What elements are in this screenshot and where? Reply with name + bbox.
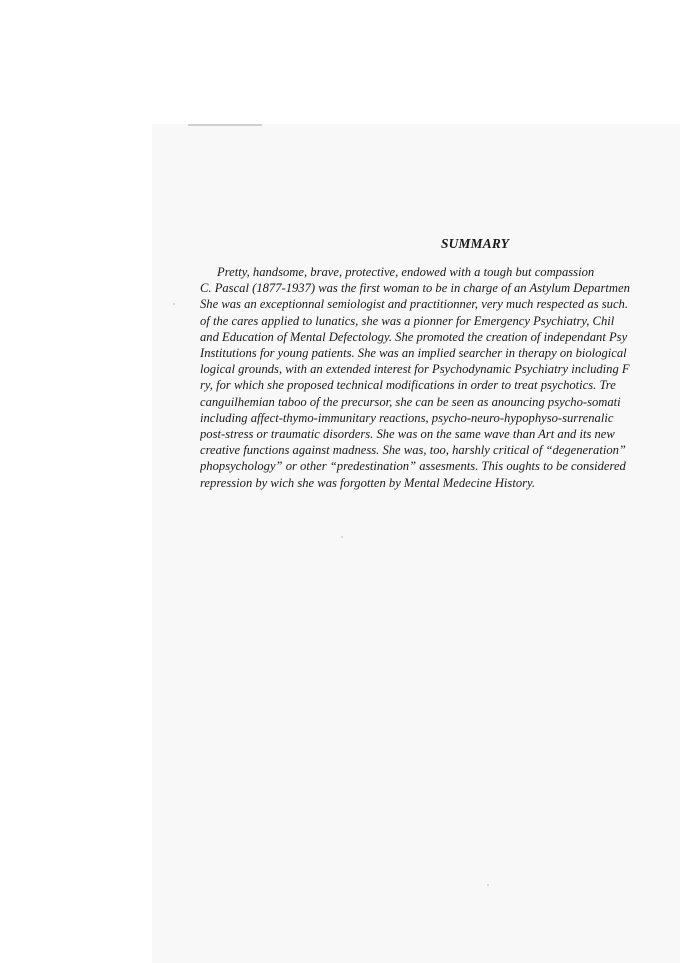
summary-line: C. Pascal (1877-1937) was the first woman to be in charge of an Astylum Departmen	[200, 281, 630, 296]
scan-speck	[341, 536, 343, 538]
scan-speck	[173, 303, 175, 305]
summary-line: logical grounds, with an extended interest for Psychodynamic Psychiatry including F	[200, 362, 630, 377]
summary-line: of the cares applied to lunatics, she was a pionner for Emergency Psychiatry, Chil	[200, 313, 615, 328]
summary-line: repression by wich she was forgotten by Mental Medecine History.	[200, 475, 536, 490]
summary-line: canguilhemian taboo of the precursor, she can be seen as anouncing psycho-somati	[200, 394, 621, 409]
summary-paragraph	[200, 264, 680, 491]
summary-line: creative functions against madness. She was, too, harshly critical of “degeneration”	[200, 443, 626, 458]
summary-line: including affect-thymo-immunitary reactions, psycho-neuro-hypophyso-surrenalic	[200, 410, 614, 425]
scan-speck	[487, 884, 489, 886]
summary-line: She was an exceptionnal semiologist and practitionner, very much respected as such.	[200, 297, 628, 312]
summary-heading: SUMMARY	[441, 236, 510, 251]
summary-line: ry, for which she proposed technical modifications in order to treat psychotics. Tre	[200, 378, 616, 393]
summary-line: and Education of Mental Defectology. She promoted the creation of independant Psy	[200, 329, 628, 344]
scanned-page-area	[152, 124, 680, 963]
summary-line: phopsychology” or other “predestination” assesments. This oughts to be considered	[200, 459, 626, 474]
summary-line: Institutions for young patients. She was an implied searcher in therapy on biological	[200, 346, 627, 361]
summary-line: Pretty, handsome, brave, protective, endowed with a tough but compassion	[217, 265, 595, 279]
summary-line: post-stress or traumatic disorders. She was on the same wave than Art and its new	[200, 427, 615, 442]
scan-edge-mark	[188, 124, 262, 126]
